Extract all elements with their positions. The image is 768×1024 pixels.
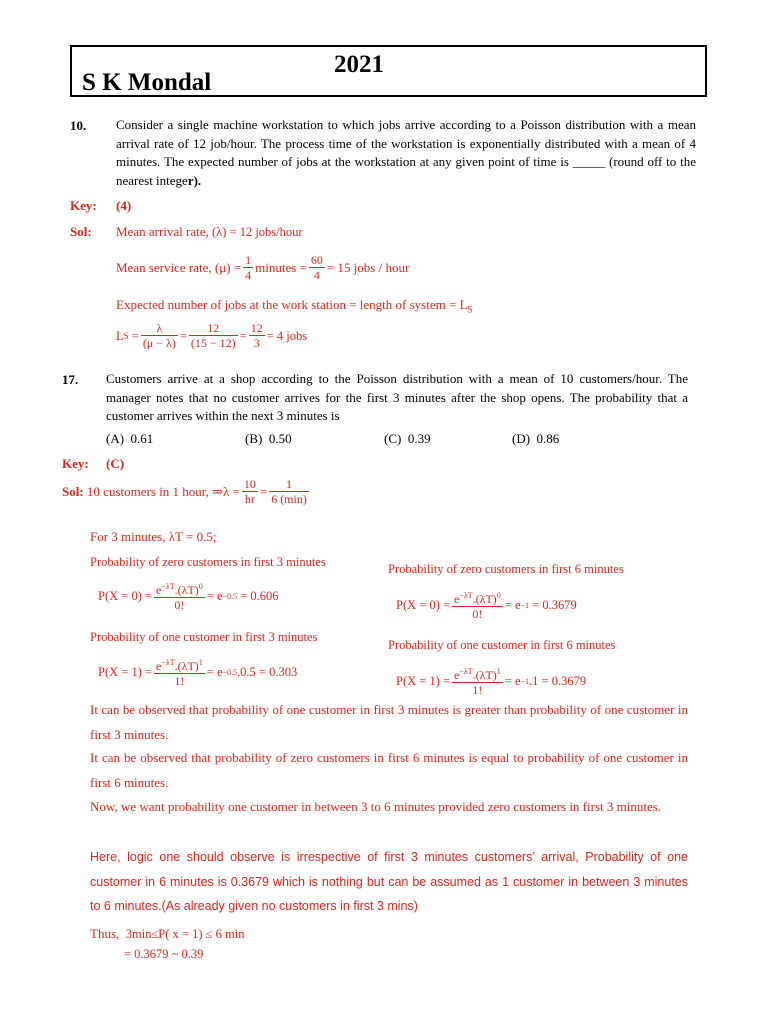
q17-thus: Thus, 3min≤P( x = 1) ≤ 6 min [90, 926, 245, 941]
q10-arrival-rate [116, 224, 303, 240]
q17-observation-1: It can be observed that probability of one customer in first 3 minutes is greater than probability of one customer in first 3 minutes. [90, 702, 688, 742]
q17-key-value: (C) [106, 456, 125, 471]
q10-service-mid: minutes = [255, 260, 307, 275]
q17-sol-frac1: $\frac{10}{hr}$ [243, 477, 256, 506]
q17-number: 17. [62, 372, 79, 387]
q17-final-answer: = 0.3679 ~ 0.39 [124, 947, 204, 961]
q10-service-rate [116, 254, 409, 282]
q17-observation-2: It can be observed that probability of zero customers in first 6 minutes is equal to probability of one customer in first 6 minutes. [90, 750, 688, 790]
q10-ls-frac1: $\frac{\lambda}{(\mu - \lambda)}$ [142, 321, 176, 350]
q10-number: 10. [70, 118, 87, 133]
q17-option-b: (B) 0.50 [245, 431, 292, 446]
q10-question [116, 116, 696, 190]
q10-ls-frac3: $\frac{12}{3}$ [250, 321, 263, 350]
header-year: 2021 [334, 51, 384, 78]
q10-service-frac2: $\frac{60}{4}$ [310, 253, 323, 282]
q10-question-text: Consider a single machine workstation to which jobs arrive according to a Poisson distribution with a mean arrival rate of 12 job/hour. The process time of the workstation is exponentially distributed with a mean of 4 minutes. The expected number of jobs at the workstation at any given point of time is _____ (round off to the nearest intege [116, 117, 696, 188]
q17-one6-title: Probability of one customer in first 6 minutes [388, 638, 616, 652]
q17-question: Customers arrive at a shop according to the Poisson distribution with a mean of 10 customers/hour. The manager notes that no customer arrives for the first 3 minutes after the shop opens. The probability that a customer arrives within the next 3 minutes is [106, 371, 688, 423]
q10-key-label: Key: [70, 198, 97, 213]
q17-zero6-title: Probability of zero customers in first 6 minutes [388, 562, 624, 576]
q17-key-label: Key: [62, 456, 89, 471]
q17-zero6-eq: P(X = 0) = $\frac{e^{-\lambda T}.(\lambda T)^0}{0!}$ = e −1 = 0.3679 [396, 591, 577, 621]
q10-ls-rhs: = 4 jobs [266, 328, 308, 343]
q17-for3: For 3 minutes, λT = 0.5; [90, 529, 217, 544]
q10-service-text: Mean service rate, [116, 260, 212, 275]
q17-one3-eq: P(X = 1) = $\frac{e^{-\lambda T}.(\lambda T)^1}{1!}$ = e −0.5 .0.5 = 0.303 [98, 658, 298, 688]
q17-option-d: (D) 0.86 [512, 431, 560, 446]
q17-option-a: (A) 0.61 [106, 431, 154, 446]
header-author: S K Mondal [82, 69, 212, 96]
q17-sol-label: Sol: [62, 484, 84, 499]
q10-service-frac1: $\frac{1}{4}$ [245, 253, 252, 282]
q10-ls-equation: L S = $\frac{\lambda}{(\mu - \lambda)}$ = $\frac{12}{(15 - 12)}$ = $\frac{12}{3}$ = 4 jobs [116, 321, 308, 350]
q17-zero3-title: Probability of zero customers in first 3 minutes [90, 555, 326, 569]
q17-sol-text: 10 customers in 1 hour, [86, 484, 209, 499]
q17-option-c: (C) 0.39 [384, 431, 431, 446]
q10-ls-frac2: $\frac{12}{(15 - 12)}$ [190, 321, 236, 350]
q10-arrival-eq: (λ) = 12 jobs/hour [212, 225, 303, 239]
q17-observation-4: Here, logic one should observe is irrespective of first 3 minutes customers’ arrival, Probability of one customer in 6 minutes is 0.3679 which is nothing but can be assumed as 1 customer in between 3 minutes to 6 minutes.(As already given no customers in first 3 mins) [90, 850, 688, 913]
q10-service-lhs: (μ) = [214, 260, 242, 275]
q17-zero3-eq: P(X = 0) = $\frac{e^{-\lambda T}.(\lambda T)^0}{0!}$ = e −0.5 = 0.606 [98, 582, 279, 612]
q10-question-end: r). [187, 172, 202, 188]
q17-observation-3: Now, we want probability one customer in between 3 to 6 minutes provided zero customers in first 3 minutes. [90, 799, 662, 814]
q10-sol-label: Sol: [70, 224, 92, 239]
q17-one6-eq: P(X = 1) = $\frac{e^{-\lambda T}.(\lambda T)^1}{1!}$ = e −1 .1 = 0.3679 [396, 667, 587, 697]
q10-key-value: (4) [116, 198, 132, 213]
q17-sol-frac2: $\frac{1}{6 (\min)}$ [271, 477, 307, 506]
q10-expected-jobs: Expected number of jobs at the work station = length of system = $L_S$ [116, 297, 473, 315]
q10-arrival-text: Mean arrival rate, [116, 224, 209, 239]
q10-service-rhs: = 15 jobs / hour [326, 260, 410, 275]
q17-sol-lambda: Sol: 10 customers in 1 hour, ⇒λ = $\frac{10}{hr}$ = $\frac{1}{6 (\min)}$ [62, 477, 307, 506]
q17-one3-title: Probability of one customer in first 3 minutes [90, 630, 318, 644]
header-box [70, 45, 707, 97]
